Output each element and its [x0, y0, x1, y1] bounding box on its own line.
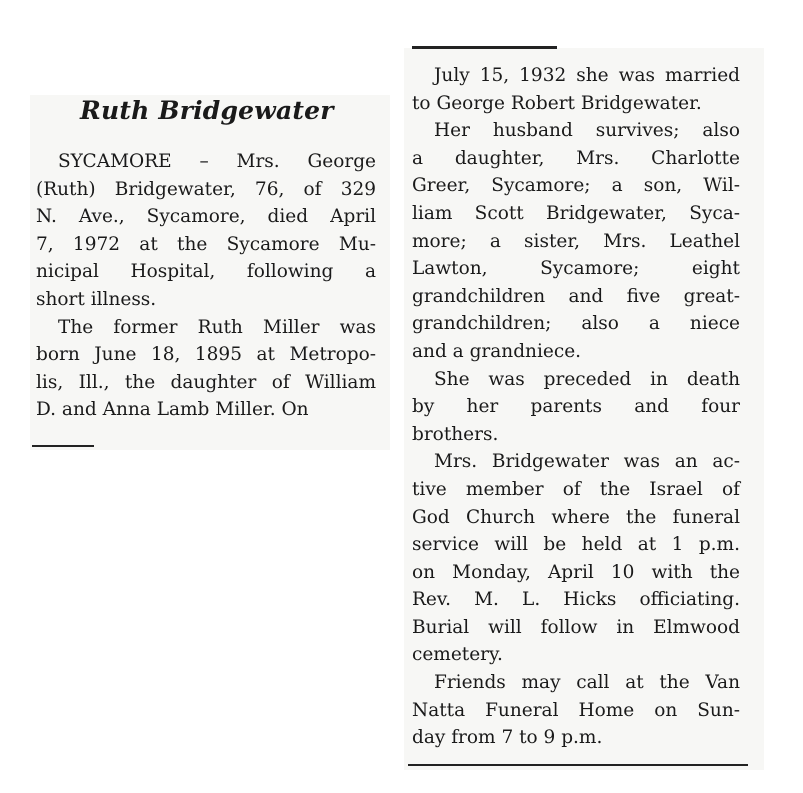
paragraph [412, 366, 740, 449]
text-line: service will be held at 1 p.m. [412, 534, 740, 556]
text-line: by her parents and four [412, 396, 740, 418]
left-column-text [36, 148, 376, 424]
text-line: 7, 1972 at the Sycamore Mu- [36, 233, 376, 255]
text-line: Her husband survives; also [434, 120, 740, 142]
text-line: Natta Funeral Home on Sun- [412, 699, 740, 721]
paragraph [412, 62, 740, 117]
paragraph [36, 314, 376, 424]
text-line: grandchildren and five great- [412, 285, 740, 307]
text-line: Rev. M. L. Hicks officiating. [412, 589, 740, 611]
text-line: Mrs. Bridgewater was an ac- [434, 451, 740, 473]
text-line: nicipal Hospital, following a [36, 261, 376, 283]
text-line: day from 7 to 9 p.m. [412, 727, 603, 749]
text-line: July 15, 1932 she was married [434, 65, 740, 86]
paragraph [36, 148, 376, 314]
text-line: Friends may call at the Van [434, 672, 740, 694]
text-line: Greer, Sycamore; a son, Wil- [412, 175, 740, 197]
text-line: grandchildren; also a niece [412, 313, 740, 335]
text-line: She was preceded in death [434, 368, 740, 390]
obituary-title: Ruth Bridgewater [80, 96, 334, 125]
bottom-rule [408, 764, 748, 766]
text-line: brothers. [412, 423, 499, 445]
text-line: born June 18, 1895 at Metropo- [36, 344, 376, 366]
text-line: to George Robert Bridgewater. [412, 92, 702, 114]
left-column-end-rule [32, 445, 94, 447]
text-line: tive member of the Israel of [412, 478, 740, 500]
text-line: N. Ave., Sycamore, died April [36, 206, 376, 228]
paragraph [412, 117, 740, 365]
top-rule [412, 46, 557, 49]
paragraph [412, 669, 740, 752]
text-line: God Church where the funeral [412, 506, 740, 528]
text-line: SYCAMORE – Mrs. George [58, 151, 376, 172]
text-line: on Monday, April 10 with the [412, 561, 740, 583]
text-line: The former Ruth Miller was [58, 316, 376, 338]
text-line: cemetery. [412, 644, 503, 666]
paragraph [412, 448, 740, 669]
text-line: (Ruth) Bridgewater, 76, of 329 [36, 178, 376, 200]
text-line: and a grandniece. [412, 340, 582, 362]
text-line: Burial will follow in Elmwood [412, 616, 740, 638]
text-line: more; a sister, Mrs. Leathel [412, 230, 740, 252]
right-column-text [412, 62, 740, 752]
text-line: lis, Ill., the daughter of William [36, 371, 376, 393]
text-line: liam Scott Bridgewater, Syca- [412, 202, 740, 224]
text-line: short illness. [36, 288, 157, 310]
text-line: a daughter, Mrs. Charlotte [412, 147, 740, 169]
text-line: Lawton, Sycamore; eight [412, 258, 740, 280]
text-line: D. and Anna Lamb Miller. On [36, 399, 309, 421]
